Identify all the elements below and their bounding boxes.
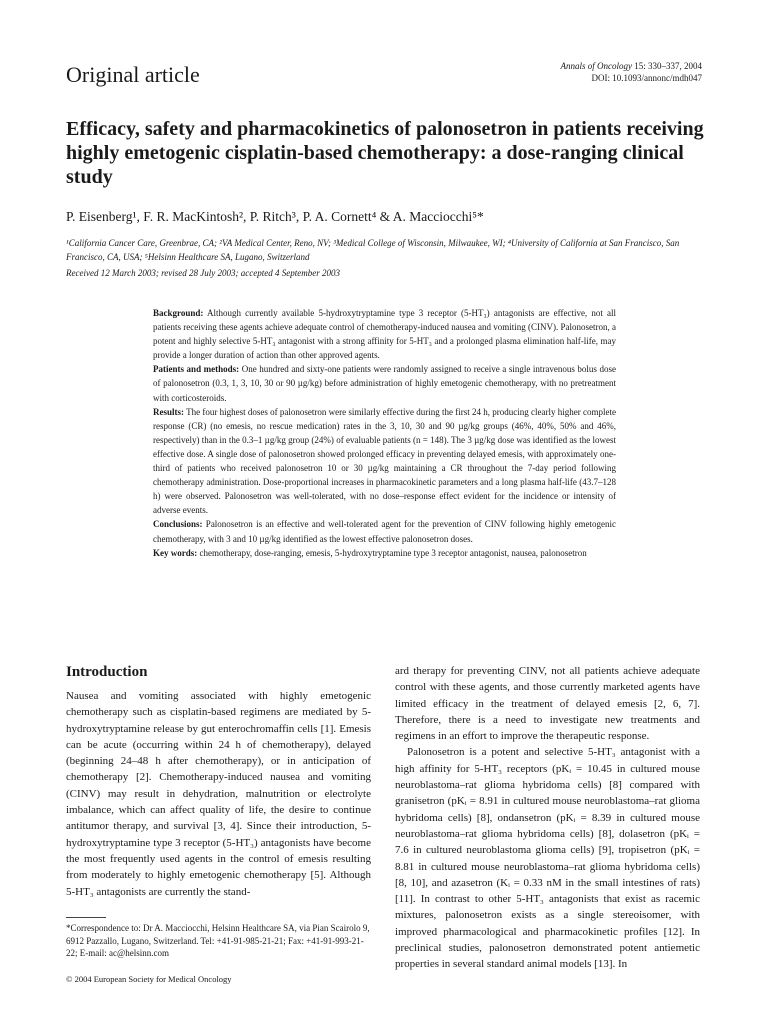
keywords-text: chemotherapy, dose-ranging, emesis, 5-hydroxytryptamine type 3 receptor antagonist, nausea, palonosetron <box>197 547 587 558</box>
background-text: Although currently available 5-hydroxytryptamine type 3 receptor (5-HT₃) antagonists are effective, not all patients receiving these agents achieve adequate control of chemotherapy-induced nausea and vomiting (CINV). Palonosetron, a potent and highly selective 5-HT₃ antagonist with a strong affinity for 5-HT₃ and a prolonged plasma elimination half-life, may provide a longer duration of action than other approved agents. <box>153 308 616 361</box>
abstract-background <box>153 306 616 362</box>
journal-info <box>560 60 702 84</box>
journal-name: Annals of Oncology <box>560 61 632 71</box>
conclusions-label: Conclusions: <box>153 519 203 530</box>
conclusions-text: Palonosetron is an effective and well-tolerated agent for the prevention of CINV following highly emetogenic chemotherapy, with 3 and 10 µg/kg identified as the lowest effective palonosetron doses. <box>153 519 616 544</box>
copyright: © 2004 European Society for Medical Oncology <box>66 974 232 984</box>
intro-paragraph-2: Palonosetron is a potent and selective 5-HT₃ antagonist with a high affinity for 5-HT₃ receptors (pKᵢ = 10.45 in cultured mouse neuroblastoma–rat glioma hybridoma cells) [8] compared with granisetron (pKᵢ = 8.91 in cultured mouse neuroblastoma–rat glioma hybridoma cells) [8], ondansetron (pKᵢ = 8.39 in cultured mouse neuroblastoma–rat glioma hybridoma cells) [8], dolasetron (pKᵢ = 7.6 in cultured neuroblastoma glioma cells) [9], tropisetron (pKᵢ = 8.81 in cultured mouse neuroblastoma–rat glioma hybridoma cells) [8, 10], and azasetron (Kᵢ = 0.33 nM in the small intestines of rats) [11]. In contrast to other 5-HT₃ antagonists that exist as racemic mixtures, palonosetron exists as a single stereoisomer, with improved pharmacological and pharmacokinetic profiles [12]. In preclinical studies, palonosetron demonstrated potent antiemetic properties in several standard animal models [13]. In <box>395 746 700 971</box>
right-column <box>395 663 700 973</box>
methods-label: Patients and methods: <box>153 364 240 375</box>
intro-paragraph-1: Nausea and vomiting associated with highly emetogenic chemotherapy such as cisplatin-based regimens are mediated by 5-hydroxytryptamine release by gut enterochromaffin cells [1]. Emesis can be acute (occurring within 24 h of chemotherapy), delayed (beginning 24–48 h after chemotherapy), or in anticipation of chemotherapy [2]. Chemotherapy-induced nausea and vomiting (CINV) may result in dehydration, malnutrition or electrolyte imbalance, which can affect quality of life, the desire to continue antitumor therapy, and survival [3, 4]. Since their introduction, 5-hydroxytryptamine type 3 receptor (5-HT₃) antagonists have become the most frequently used agents in the control of emesis resulting from moderately to highly emetogenic chemotherapy [5]. Although 5-HT₃ antagonists are currently the stand- <box>66 690 371 898</box>
journal-citation <box>560 60 702 72</box>
introduction-heading: Introduction <box>66 664 148 680</box>
footnote-divider <box>66 917 106 918</box>
received-dates: Received 12 March 2003; revised 28 July 2003; accepted 4 September 2003 <box>66 268 340 278</box>
abstract-keywords <box>153 546 616 560</box>
journal-ref: 15: 330–337, 2004 <box>634 61 702 71</box>
abstract-methods <box>153 362 616 404</box>
abstract-conclusions <box>153 517 616 545</box>
abstract <box>153 306 616 560</box>
affiliations: ¹California Cancer Care, Greenbrae, CA; ²VA Medical Center, Reno, NV; ³Medical College of Wisconsin, Milwaukee, WI; ⁴University of California at San Francisco, San Francisco, CA, USA; ⁵Helsinn Healthcare SA, Lugano, Switzerland <box>66 238 680 262</box>
background-label: Background: <box>153 308 204 318</box>
correspondence-footnote: *Correspondence to: Dr A. Macciocchi, Helsinn Healthcare SA, via Pian Scairolo 9, 6912 Pazzallo, Lugano, Switzerland. Tel: +41-91-985-21-21; Fax: +41-91-993-21-22; E-mail: ac@helsinn.com <box>66 923 370 958</box>
results-text: The four highest doses of palonosetron were similarly effective during the first 24 h, producing clearly higher complete response (CR) (no emesis, no rescue medication) rates in the 3, 10, 30 and 90 µg/kg groups (46%, 40%, 50% and 46%, respectively) than in the 0.3–1 µg/kg group (24%) of evaluable patients (n = 148). The 3 µg/kg dose was identified as the lowest effective dose. A single dose of palonosetron showed prolonged efficacy in preventing delayed emesis, with approximately one-third of patients who received palonosetron 10 or 30 µg/kg maintaining a CR throughout the 7-day period following chemotherapy administration. Dose-proportional increases in pharmacokinetic parameters and a long plasma half-life (43.7–128 h) were observed. Palonosetron was well-tolerated, with no dose–response effect evident for the incidence or intensity of adverse events. <box>153 406 616 516</box>
intro-paragraph-1-continued: ard therapy for preventing CINV, not all patients achieve adequate control with these agents, and those currently marketed agents have limited efficacy in the treatment of delayed emesis [2, 6, 7]. Therefore, there is a need to investigate new treatments and regimens in an effort to improve the therapeutic response. <box>395 665 700 743</box>
section-label: Original article <box>66 62 200 87</box>
results-label: Results: <box>153 406 184 417</box>
author-list: P. Eisenberg¹, F. R. MacKintosh², P. Ritch³, P. A. Cornett⁴ & A. Macciocchi⁵* <box>66 209 484 224</box>
article-title: Efficacy, safety and pharmacokinetics of palonosetron in patients receiving highly emetogenic cisplatin-based chemotherapy: a dose-ranging clinical study <box>66 118 704 188</box>
abstract-results <box>153 405 616 518</box>
keywords-label: Key words: <box>153 547 198 558</box>
doi: DOI: 10.1093/annonc/mdh047 <box>591 73 702 83</box>
left-column <box>66 663 371 900</box>
methods-text: One hundred and sixty-one patients were randomly assigned to receive a single intravenous bolus dose of palonosetron (0.3, 1, 3, 10, 30 or 90 µg/kg) before administration of highly emetogenic chemotherapy, with no pretreatment with corticosteroids. <box>153 364 616 403</box>
